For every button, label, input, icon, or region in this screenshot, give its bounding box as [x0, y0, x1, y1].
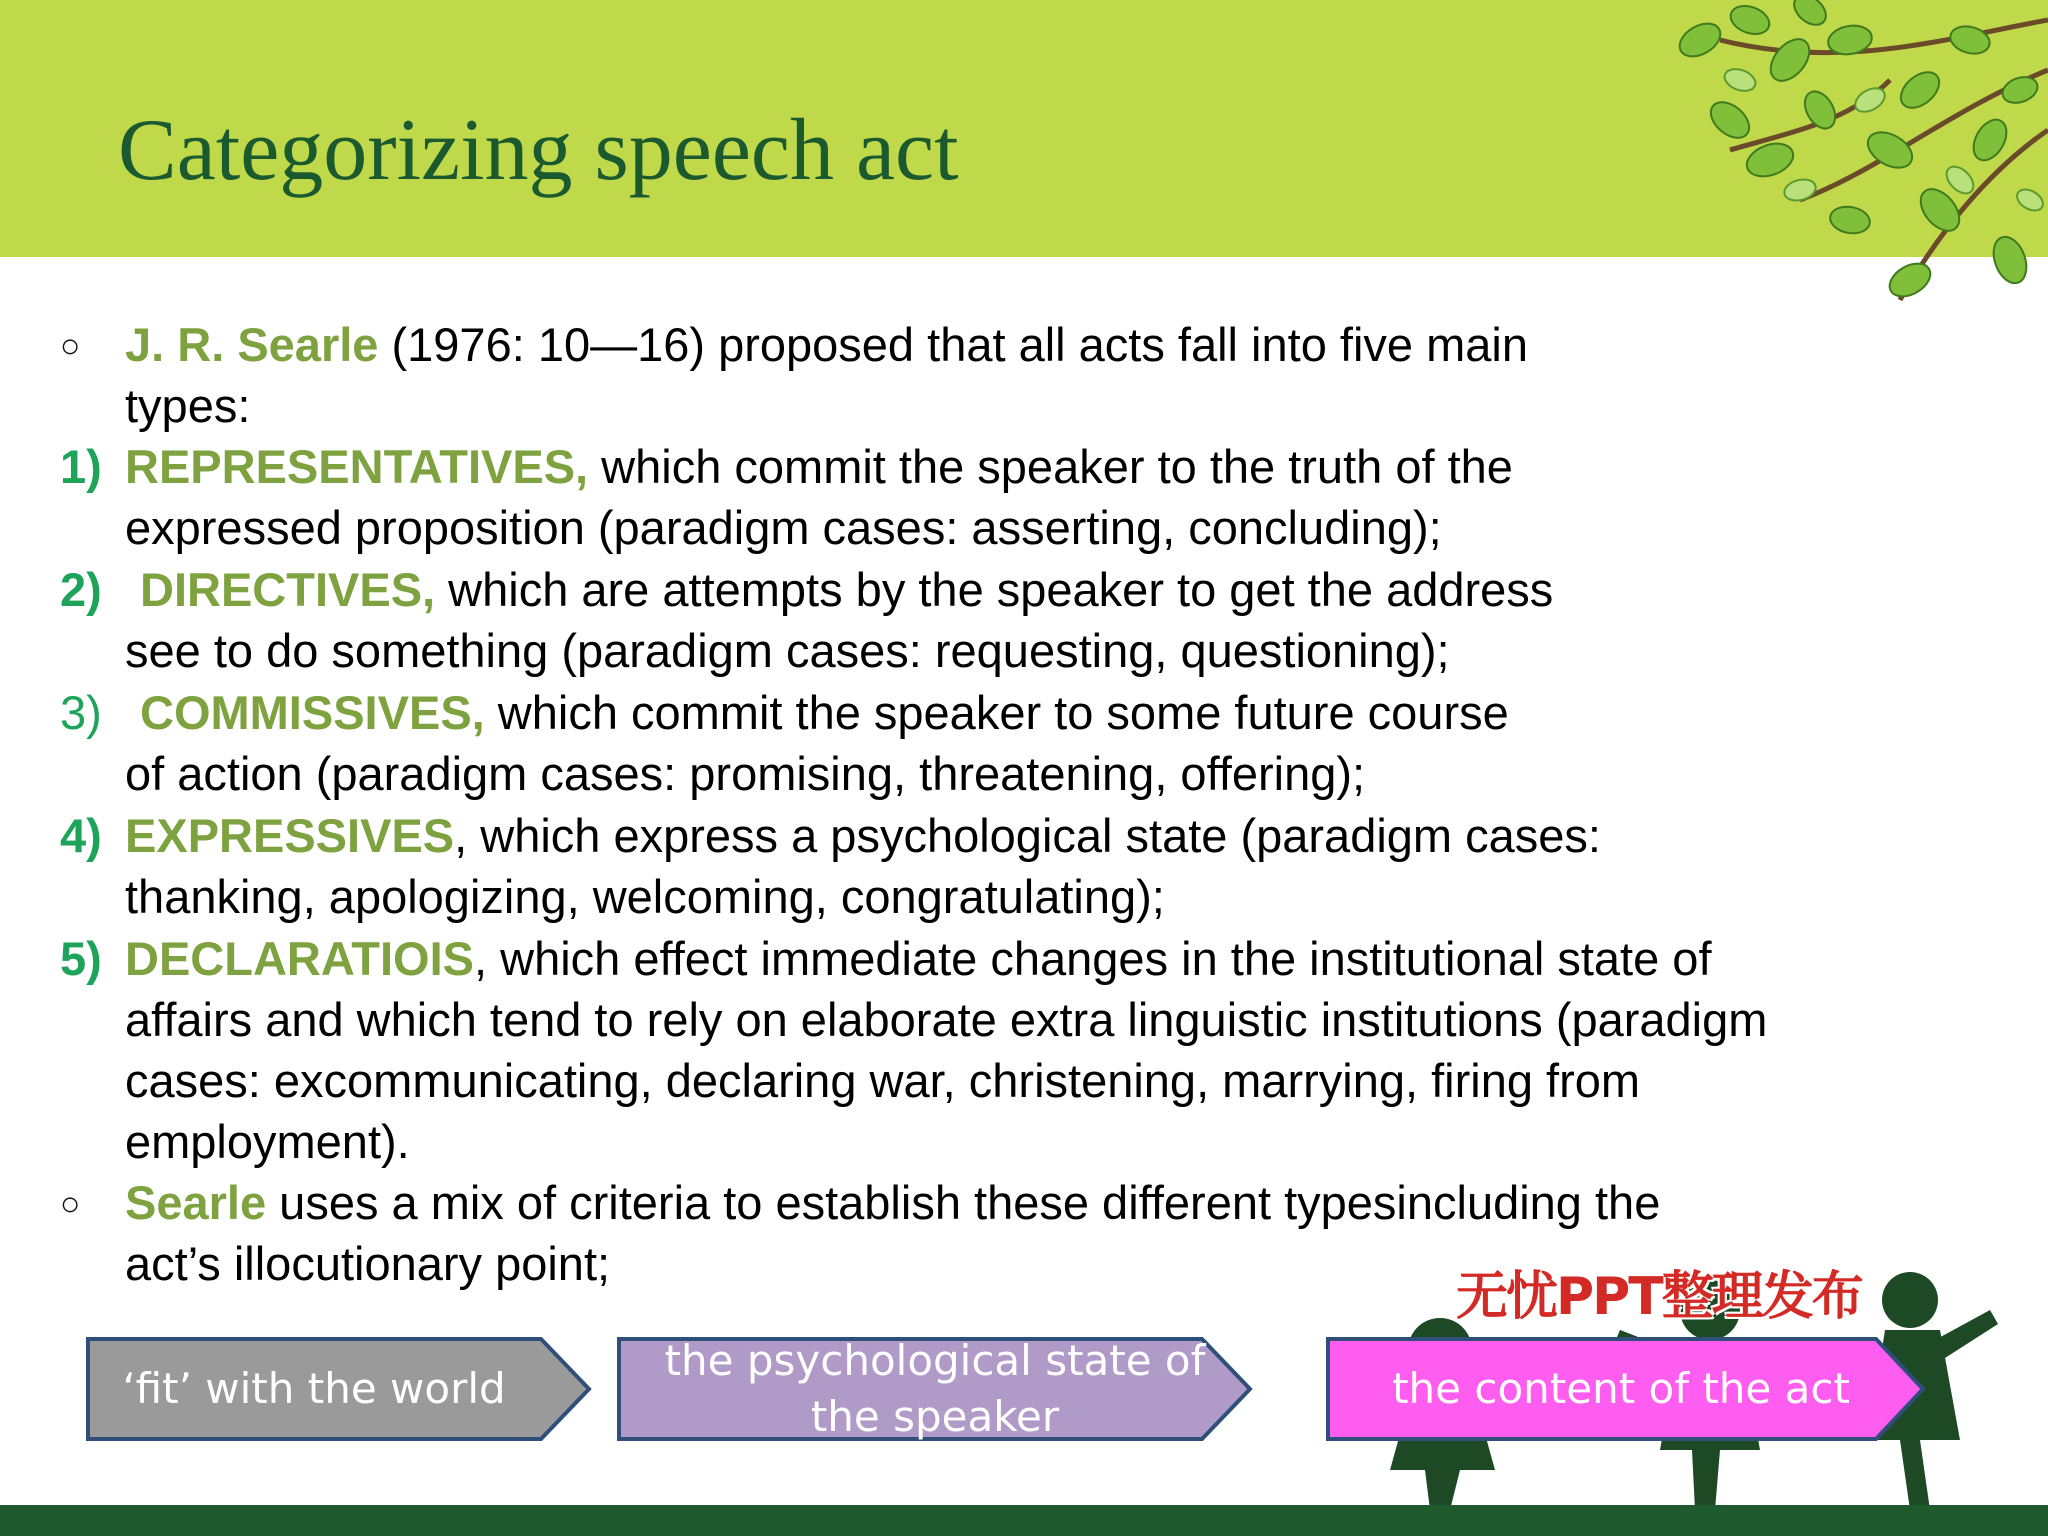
- item-number: 4): [60, 809, 102, 862]
- item-declarations: [125, 928, 1712, 989]
- item-commissives: [140, 682, 1509, 743]
- criteria-arrow-psychological-state: [617, 1337, 1253, 1441]
- item-number: 1): [60, 440, 102, 493]
- criteria-label: the psychological state of the speaker: [664, 1336, 1206, 1441]
- footer-band: [0, 1505, 2048, 1536]
- item-representatives: [125, 436, 1513, 497]
- intro-line: [125, 314, 1528, 375]
- item-continuation: affairs and which tend to rely on elaborate extra linguistic institutions (paradigm: [125, 993, 1768, 1046]
- bullet-circle: ○: [60, 1185, 81, 1223]
- item-text: which commit the speaker to some future course: [484, 686, 1509, 739]
- intro-continuation: types:: [125, 379, 251, 432]
- closing-text: uses a mix of criteria to establish these different typesincluding the: [266, 1176, 1661, 1229]
- term-commissives: COMMISSIVES,: [140, 686, 485, 739]
- item-continuation: see to do something (paradigm cases: requesting, questioning);: [125, 624, 1450, 677]
- item-text: , which effect immediate changes in the institutional state of: [474, 932, 1712, 985]
- item-continuation: of action (paradigm cases: promising, threatening, offering);: [125, 747, 1366, 800]
- criteria-arrow-fit: [86, 1337, 592, 1441]
- criteria-arrow-content: [1326, 1337, 1926, 1441]
- item-number: 5): [60, 932, 102, 985]
- criteria-label: the content of the act: [1392, 1364, 1850, 1413]
- term-expressives: EXPRESSIVES: [125, 809, 455, 862]
- closing-continuation: act’s illocutionary point;: [125, 1237, 611, 1290]
- term-representatives: REPRESENTATIVES,: [125, 440, 589, 493]
- item-continuation: cases: excommunicating, declaring war, christening, marrying, firing from: [125, 1054, 1641, 1107]
- term-declarations: DECLARATIOIS: [125, 932, 475, 985]
- item-number: 3): [60, 686, 102, 739]
- item-text: which commit the speaker to the truth of the: [588, 440, 1513, 493]
- item-text: which are attempts by the speaker to get the address: [435, 563, 1554, 616]
- closing-line: [125, 1172, 1660, 1233]
- term-directives: DIRECTIVES,: [140, 563, 436, 616]
- searle-name: Searle: [125, 1176, 267, 1229]
- watermark-text: 无忧PPT整理发布: [1456, 1267, 1862, 1327]
- item-number: 2): [60, 563, 102, 616]
- criteria-label: ‘fit’ with the world: [122, 1364, 506, 1413]
- searle-name: J. R. Searle: [125, 318, 379, 371]
- item-continuation: thanking, apologizing, welcoming, congratulating);: [125, 870, 1165, 923]
- intro-text: (1976: 10—16) proposed that all acts fall into five main: [378, 318, 1528, 371]
- slide-title: Categorizing speech act: [118, 102, 959, 199]
- item-directives: [140, 559, 1553, 620]
- item-continuation: employment).: [125, 1115, 410, 1168]
- bullet-circle: ○: [60, 327, 81, 365]
- item-expressives: [125, 805, 1601, 866]
- item-text: , which express a psychological state (paradigm cases:: [454, 809, 1601, 862]
- item-continuation: expressed proposition (paradigm cases: asserting, concluding);: [125, 501, 1442, 554]
